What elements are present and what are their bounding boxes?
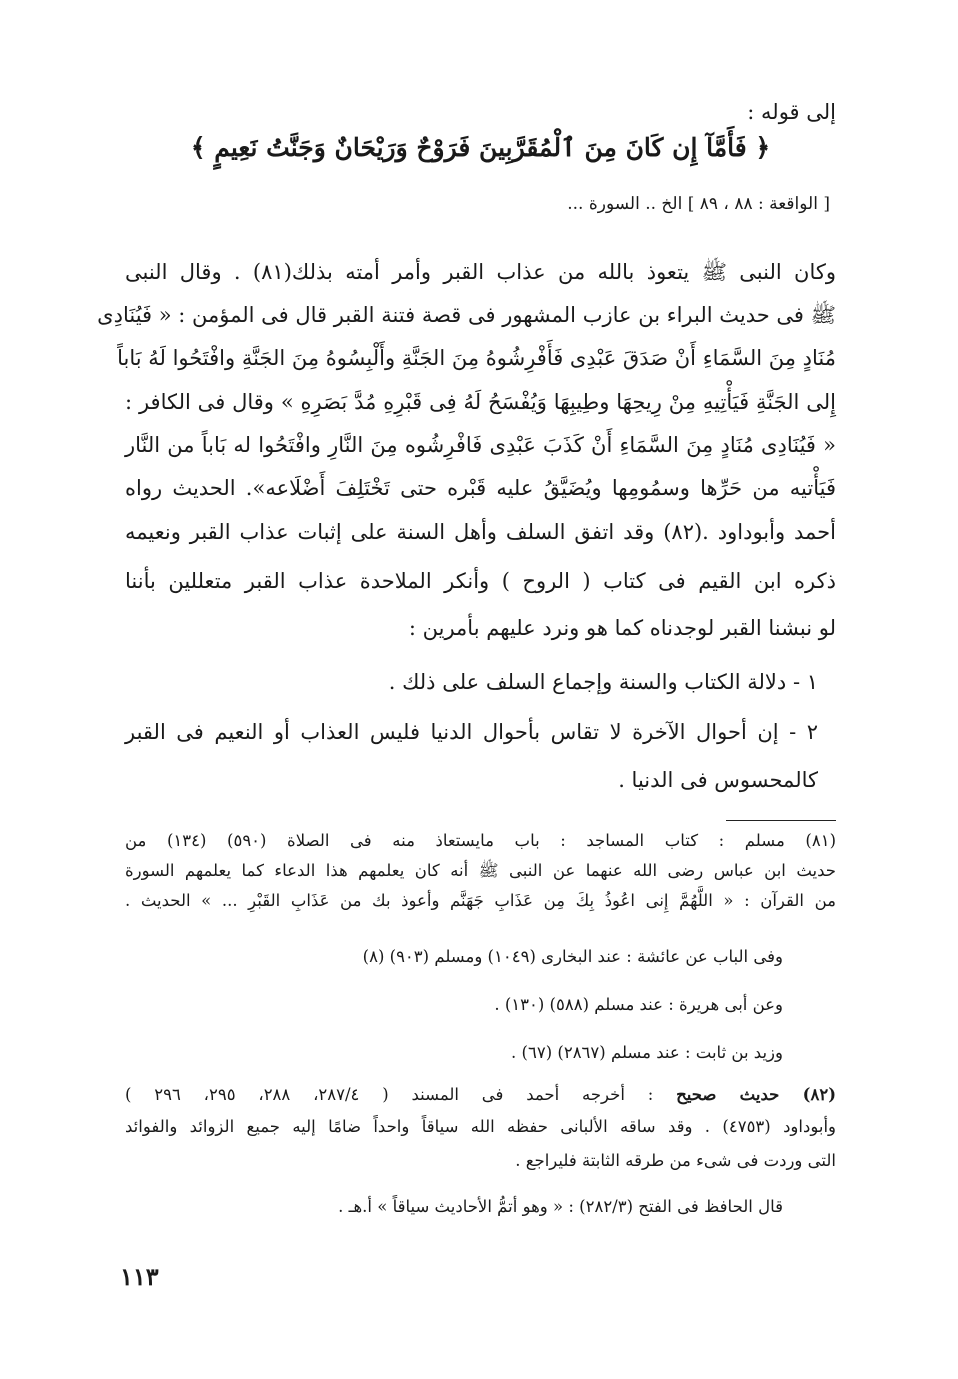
body-line-9: لو نبشنا القبر لوجدناه كما هو ونرد عليهم بأمرين : bbox=[408, 616, 836, 640]
body-line-4: إِلى الجَنَّةِ فَيَأْتِيهِ مِنْ رِيحِهَا وطِيبِهَا وَيُفْسَحُ لَهُ فِى قَبْرِهِ مُدَّ بَصَرِهِ » وقال فى الكافر : bbox=[125, 390, 836, 414]
footnote-81-ref-zayd: وزيد بن ثابت : عند مسلم (٢٨٦٧) (٦٧) . bbox=[511, 1043, 783, 1062]
body-line-8: ذكره ابن القيم فى كتاب ( الروح ) وأنكر الملاحدة عذاب القبر متعللين بأننا bbox=[125, 569, 836, 593]
quran-verse: ﴿ فَأَمَّآ إِن كَانَ مِنَ ٱلْمُقَرَّبِينَ فَرَوْحٌ وَرَيْحَانٌ وَجَنَّتُ نَعِيمٍ ﴾ bbox=[190, 133, 771, 162]
footnote-81-ref-abu-hurayra: وعن أبى هريرة : عند مسلم (٥٨٨) (١٣٠) . bbox=[494, 995, 783, 1014]
footnote-82-line-1-text: : أخرجه أحمد فى المسند ( ٢٨٧/٤، ٢٨٨، ٢٩٥، ٢٩٦ ) bbox=[125, 1085, 654, 1104]
body-line-2: ﷺ فى حديث البراء بن عازب المشهور فى قصة فتنة القبر قال فى المؤمن : « فَيُنَادِى bbox=[97, 303, 836, 327]
footnote-81-line-3: من القرآن : « اللَّهُمَّ إِنى اعُوذُ بِكَ مِن عَذَابِ جَهَنَّم وأعوذ بك من عَذَابِ القَبْرِ ... » الحديث . bbox=[125, 891, 836, 910]
body-line-5: « فَيُنَادِى مُنَادٍ مِنَ السَّمَاءِ أَنْ كَذَبَ عَبْدِى فَافْرِشُوه مِنَ النَّارِ وافْتَحُوا له بَاباً من النَّار bbox=[125, 433, 836, 457]
point-2-continued: كالمحسوس فى الدنيا . bbox=[618, 768, 818, 792]
footnote-82-label: (٨٢) حديث صحيح bbox=[676, 1085, 836, 1104]
footnote-81-line-2: حديث ابن عباس رضى الله عنهما عن النبى ﷺ أنه كان يعلمهم هذا الدعاء كما يعلمهم السورة bbox=[125, 861, 836, 880]
body-line-1: وكان النبى ﷺ يتعوذ بالله من عذاب القبر وأمر أمته بذلك(٨١) . وقال النبى bbox=[125, 260, 836, 284]
footnote-81-ref-aisha: وفى الباب عن عائشة : عند البخارى (١٠٤٩) ومسلم (٩٠٣) (٨) bbox=[362, 947, 783, 966]
footnote-82-line-1 bbox=[125, 1082, 836, 1108]
footnote-82-line-2: وأبوداود (٤٧٥٣) . وقد ساقه الألبانى حفظه الله سياقاً واحداً ضامًا إليه جميع الزوائد والفوائد bbox=[125, 1117, 836, 1136]
verse-reference: [ الواقعة : ٨٨ ، ٨٩ ] الخ .. السورة ... bbox=[567, 194, 830, 214]
footnote-81-line-1: (٨١) مسلم : كتاب المساجد : باب مايستعاذ منه فى الصلاة (٥٩٠) (١٣٤) من bbox=[125, 831, 836, 850]
body-line-3: مُنَادٍ مِنَ السَّمَاءِ أَنْ صَدَقَ عَبْدِى فَأَفْرِشُوهُ مِنَ الجَنَّةِ وأَلْبِسُوهُ مِنَ الجَنَّةِ وافْتَحُوا لَهُ بَاباً bbox=[117, 346, 836, 370]
footnote-separator bbox=[726, 820, 836, 821]
footnote-82-line-4: قال الحافظ فى الفتح (٢٨٢/٣) : « وهو أتمُّ الأحاديث سياقاً » أ.هـ . bbox=[338, 1197, 783, 1216]
body-line-6: فَيَأْتيه من حَرِّها وسمُومِها ويُضَيَّقُ عليه قَبْره حتى تَخْتَلِفَ أَضْلَاعه». الحديث رواه bbox=[125, 476, 836, 500]
footnote-82-line-3: التى وردت فى شىء من طرقه الثابتة فليراجع . bbox=[515, 1151, 836, 1170]
intro-text: إلى قوله : bbox=[747, 100, 836, 124]
body-line-7: أحمد وأبوداود .(٨٢) وقد اتفق السلف وأهل السنة على إثبات عذاب القبر ونعيمه bbox=[125, 520, 836, 544]
point-1: ١ - دلالة الكتاب والسنة وإجماع السلف على ذلك . bbox=[388, 670, 818, 694]
point-2: ٢ - إن أحوال الآخرة لا تقاس بأحوال الدنيا فليس العذاب أو النعيم فى القبر bbox=[125, 720, 818, 744]
page-number: ١١٣ bbox=[120, 1262, 159, 1291]
